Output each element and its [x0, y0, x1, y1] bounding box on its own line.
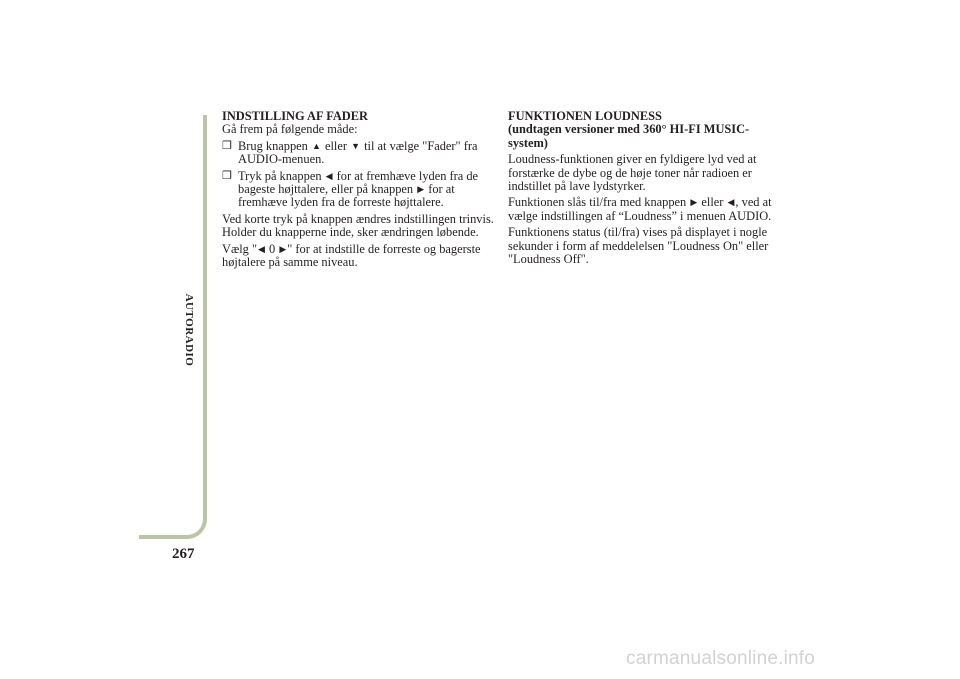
fader-step-1 [222, 140, 498, 167]
arrow-left-icon: ◀ [258, 243, 265, 254]
step-text: Tryk på knappen [238, 168, 325, 183]
arrow-up-icon: ▲ [311, 140, 321, 151]
section-label: AUTORADIO [183, 293, 195, 367]
loudness-heading: FUNKTIONEN LOUDNESS [508, 109, 662, 123]
watermark: carmanualsonline.info [626, 648, 816, 669]
instruction-text: Funktionen slås til/fra med knappen [508, 195, 690, 210]
left-column [222, 110, 498, 272]
step-text: Brug knappen [238, 138, 311, 153]
page-number: 267 [172, 546, 195, 562]
loudness-status-note: Funktionens status (til/fra) vises på displayet i nogle sekunder i form af meddelelsen "Loudness On" eller "Loudness Off". [508, 225, 769, 267]
arrow-right-icon: ▶ [279, 243, 287, 254]
fader-center-note [222, 243, 498, 270]
fader-value: 0 [265, 241, 279, 256]
note-text: " for at indstille de forreste og bagerste højtalere på samme niveau. [222, 241, 481, 270]
fader-intro: Gå frem på følgende måde: [222, 122, 358, 137]
arrow-down-icon: ▼ [351, 140, 361, 151]
bullet-mark: ❒ [222, 139, 232, 152]
step-text: til at vælge "Fader" fra AUDIO-menuen. [238, 138, 478, 167]
arrow-left-icon: ◀ [727, 197, 735, 208]
arrow-right-icon: ▶ [417, 184, 425, 195]
fader-step-2 [222, 170, 498, 210]
bullet-mark: ❒ [222, 169, 232, 182]
right-column [508, 110, 780, 269]
loudness-subheading: (undtagen versioner med 360° HI-FI MUSIC-system) [508, 122, 750, 150]
step-text: for at fremhæve lyden fra de bageste højttalere, eller på knappen [238, 168, 479, 197]
loudness-toggle-instruction [508, 196, 780, 223]
loudness-description: Loudness-funktionen giver en fyldigere lyd ved at forstærke de dybe og de høje toner når radioen er indstillet på lave lydstyrker. [508, 152, 757, 194]
step-text: eller [321, 138, 351, 153]
instruction-text: , ved at vælge indstillingen af “Loudness” i menuen AUDIO. [508, 195, 772, 223]
arrow-left-icon: ◀ [325, 170, 333, 181]
arrow-right-icon: ▶ [690, 197, 698, 208]
instruction-text: eller [698, 195, 727, 210]
fader-note: Ved korte tryk på knappen ændres indstillingen trinvis. Holder du knapperne inde, sker ændringen løbende. [222, 211, 494, 240]
note-text: Vælg " [222, 241, 258, 256]
step-text: for at fremhæve lyden fra de forreste højttalere. [238, 182, 455, 210]
page-margin-frame [139, 115, 207, 539]
fader-heading: INDSTILLING AF FADER [222, 109, 368, 123]
